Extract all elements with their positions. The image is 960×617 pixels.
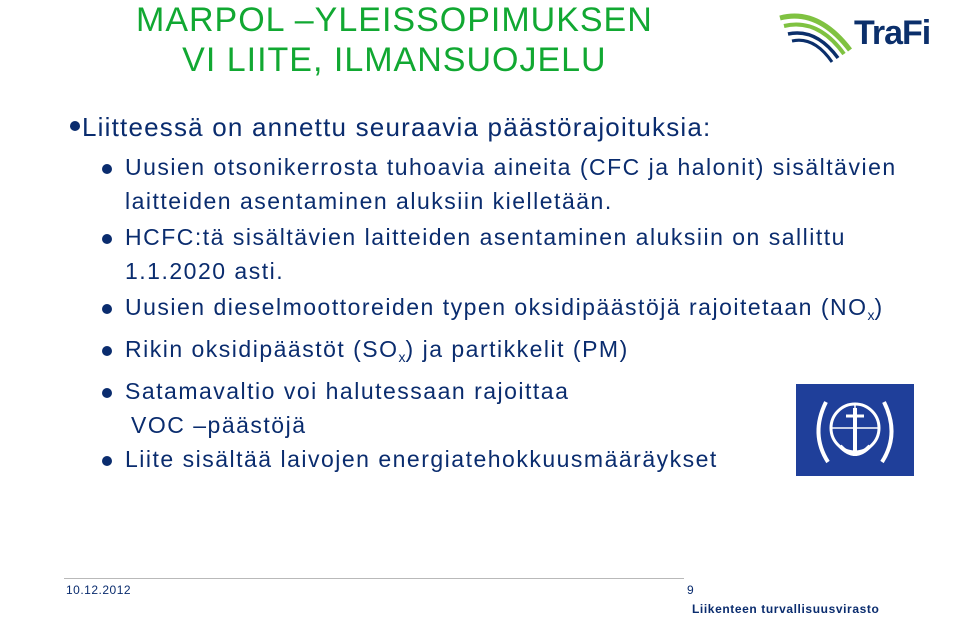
slide-title-line1: MARPOL –YLEISSOPIMUKSEN — [136, 1, 653, 39]
list-item — [98, 374, 898, 442]
trafi-logo-text: TraFi — [854, 14, 931, 52]
footer-divider — [64, 578, 684, 579]
list-item-continuation: VOC –päästöjä — [131, 412, 307, 438]
list-item-text: Satamavaltio voi halutessaan rajoittaa — [125, 378, 570, 404]
list-item — [98, 220, 898, 288]
bullet-icon — [102, 234, 112, 244]
bullet-icon — [102, 456, 112, 466]
list-item-text: Liite sisältää laivojen energiatehokkuusmääräykset — [125, 446, 718, 472]
slide-title-line2: VI LIITE, ILMANSUOJELU — [182, 41, 607, 79]
lead-label: Liitteessä on annettu seuraavia päästörajoituksia: — [82, 112, 712, 142]
list-item — [98, 442, 898, 476]
list-item-text: Uusien dieselmoottoreiden typen oksidipäästöjä rajoitetaan (NO — [125, 294, 868, 320]
list-item-text-end: ) ja partikkelit (PM) — [405, 336, 629, 362]
bullet-icon — [102, 388, 112, 398]
list-item-text-end: ) — [874, 294, 884, 320]
lead-text — [70, 112, 711, 143]
list-item — [98, 332, 898, 374]
bullet-list — [98, 150, 898, 476]
slide-title — [136, 0, 653, 80]
bullet-icon — [102, 304, 112, 314]
list-item — [98, 150, 898, 218]
subscript: x — [398, 349, 406, 365]
list-item-text: HCFC:tä sisältävien laitteiden asentaminen aluksiin on sallittu 1.1.2020 asti. — [125, 224, 846, 284]
footer-organization: Liikenteen turvallisuusvirasto — [692, 602, 880, 616]
page-number: 9 — [687, 583, 694, 597]
subscript: x — [867, 307, 875, 323]
footer-date: 10.12.2012 — [66, 583, 132, 597]
list-item-text: Uusien otsonikerrosta tuhoavia aineita (CFC ja halonit) sisältävien laitteiden asentaminen aluksiin kielletään. — [125, 154, 897, 214]
bullet-icon — [70, 121, 80, 131]
imo-emblem-icon — [796, 384, 914, 476]
bullet-icon — [102, 164, 112, 174]
list-item — [98, 290, 898, 332]
bullet-icon — [102, 346, 112, 356]
list-item-text: Rikin oksidipäästöt (SO — [125, 336, 399, 362]
